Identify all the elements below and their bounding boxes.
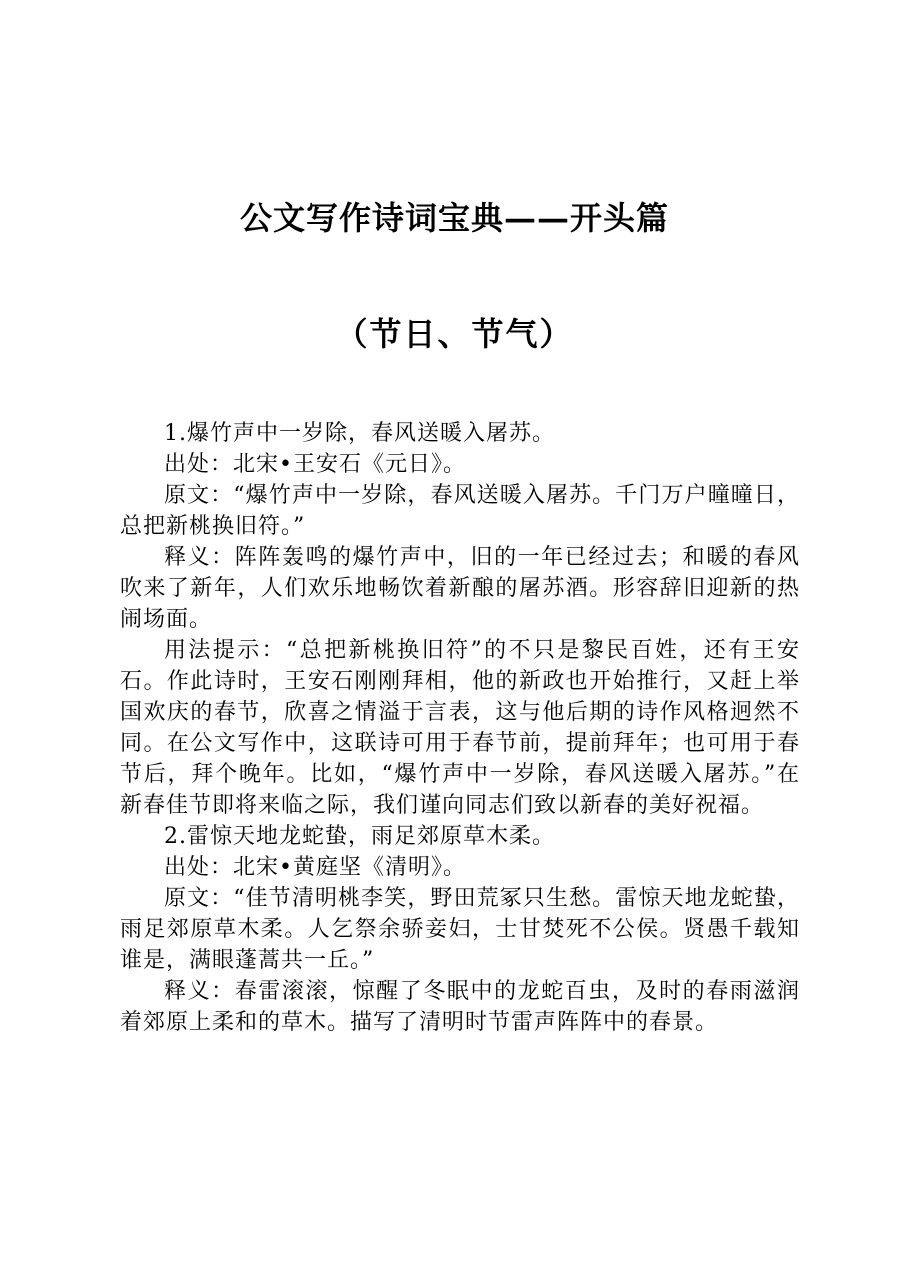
document-title: 公文写作诗词宝典——开头篇 [239, 199, 669, 237]
poem-2-source: 出处：北宋•黄庭坚《清明》。 [164, 855, 466, 880]
poem-2-original-text: 原文：“佳节清明桃李笑，野田荒冢只生愁。雷惊天地龙蛇蛰，雨足郊原草木柔。人乞祭余骄妾妇，士甘焚死不公侯。贤愚千载知谁是，满眼蓬蒿共一丘。” [120, 886, 800, 973]
poem-1-usage-tip: 用法提示：“总把新桃换旧符”的不只是黎民百姓，还有王安石。作此诗时，王安石刚刚拜相，他的新政也开始推行，又赶上举国欢庆的春节，欣喜之情溢于言表，这与他后期的诗作风格迥然不同。在公文写作中，这联诗可用于春节前，提前拜年；也可用于春节后，拜个晚年。比如，“爆竹声中一岁除，春风送暖入屠苏。”在新春佳节即将来临之际，我们谨向同志们致以新春的美好祝福。 [120, 638, 800, 818]
document-body [120, 418, 800, 1038]
document-subtitle: （节日、节气） [335, 315, 574, 353]
poem-1-heading: 1.爆竹声中一岁除，春风送暖入屠苏。 [164, 421, 555, 446]
poem-2-heading: 2.雷惊天地龙蛇蛰，雨足郊原草木柔。 [164, 824, 555, 849]
poem-1-source: 出处：北宋•王安石《元日》。 [164, 452, 466, 477]
poem-1-interpretation: 释义：阵阵轰鸣的爆竹声中，旧的一年已经过去；和暖的春风吹来了新年，人们欢乐地畅饮着新酿的屠苏酒。形容辞旧迎新的热闹场面。 [120, 545, 800, 632]
poem-2-interpretation: 释义：春雷滚滚，惊醒了冬眠中的龙蛇百虫，及时的春雨滋润着郊原上柔和的草木。描写了清明时节雷声阵阵中的春景。 [120, 979, 800, 1035]
poem-1-original-text: 原文：“爆竹声中一岁除，春风送暖入屠苏。千门万户曈曈日，总把新桃换旧符。” [120, 483, 800, 539]
